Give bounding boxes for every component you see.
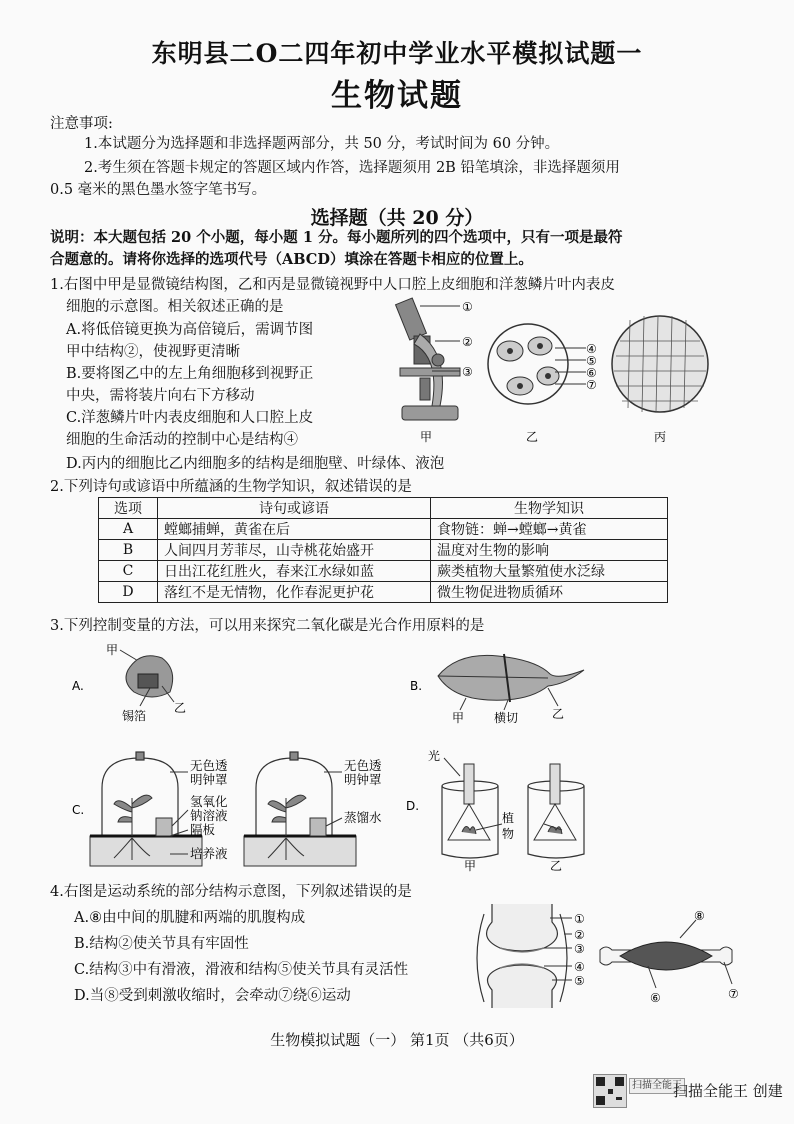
microscope-label-3: ③ (462, 365, 473, 379)
water-label: 蒸馏水 (344, 810, 382, 825)
notice-item-1: 1.本试题分为选择题和非选择题两部分，共 50 分，考试时间为 60 分钟。 (84, 136, 560, 152)
figure-label-yi: 乙 (526, 430, 539, 444)
bell-jar-label-2a: 无色透 (344, 758, 382, 773)
notice-heading: 注意事项: (50, 116, 113, 132)
q3-option-b-figure (408, 640, 598, 725)
cell-label-7: ⑦ (586, 378, 597, 392)
bone-label-7: ⑦ (728, 987, 739, 1001)
naoh-container (156, 818, 172, 836)
water-container (310, 818, 326, 836)
bell-jar-label-1b: 明钟罩 (190, 772, 228, 787)
table-cell: 微生物促进物质循环 (431, 582, 668, 603)
qr-code-icon (593, 1074, 627, 1108)
table-cell: 食物链：蝉→螳螂→黄雀 (431, 519, 668, 540)
scanner-watermark (593, 1074, 783, 1106)
microscope-illustration (396, 298, 460, 420)
table-cell: 蕨类植物大量繁殖使水泛绿 (431, 561, 668, 582)
q3-option-c-figure (70, 748, 400, 876)
bell-jar-label-2b: 明钟罩 (344, 772, 382, 787)
joint-label-3: ③ (574, 942, 585, 956)
q2-stem: 2.下列诗句或谚语中所蕴涵的生物学知识，叙述错误的是 (50, 479, 412, 495)
cell-label-6: ⑥ (586, 366, 597, 380)
table-row (99, 519, 668, 540)
q3-option-d-figure (404, 744, 614, 874)
cut-label: 横切 (494, 711, 519, 725)
q4-figure (470, 904, 760, 1014)
q3-option-a-figure (70, 640, 220, 725)
q3-stem: 3.下列控制变量的方法，可以用来探究二氧化碳是光合作用原料的是 (50, 618, 485, 634)
q1-option-a-1: A.将低倍镜更换为高倍镜后，需调节图 (66, 322, 314, 338)
naoh-label-2: 钠溶液 (190, 808, 228, 823)
q2-table (98, 497, 668, 603)
q1-option-b-1: B.要将图乙中的左上角细胞移到视野正 (66, 366, 314, 382)
q4-stem: 4.右图是运动系统的部分结构示意图，下列叙述错误的是 (50, 884, 412, 900)
q1-figure (380, 296, 720, 446)
figure-label-jia: 甲 (420, 430, 433, 444)
leaf-label-yi: 乙 (174, 701, 187, 715)
q4-option-a: A.⑧由中间的肌腱和两端的肌腹构成 (74, 910, 306, 926)
q1-stem-1: 1.右图中甲是显微镜结构图，乙和丙是显微镜视野中人口腔上皮细胞和洋葱鳞片叶内表皮 (50, 277, 615, 293)
muscle-label-8: ⑧ (694, 909, 705, 923)
notice-item-2a: 2.考生须在答题卡规定的答题区域内作答，选择题须用 2B 铅笔填涂，非选择题须用 (84, 160, 620, 176)
table-cell: 温度对生物的影响 (431, 540, 668, 561)
table-cell: 日出江花红胜火，春来江水绿如蓝 (158, 561, 431, 582)
q1-option-c-2: 细胞的生命活动的控制中心是结构④ (66, 432, 298, 448)
beaker-label-yi: 乙 (550, 859, 563, 873)
q1-option-a-2: 甲中结构②，使视野更清晰 (66, 344, 240, 360)
field-of-view-bing (612, 316, 708, 412)
q1-stem-2: 细胞的示意图。相关叙述正确的是 (66, 299, 284, 315)
foil-label: 锡箔 (122, 709, 147, 723)
bell-jar-label-1a: 无色透 (190, 758, 228, 773)
column-header-knowledge: 生物学知识 (431, 498, 668, 519)
table-row (99, 540, 668, 561)
muscle-bone-illustration (600, 942, 732, 970)
table-header-row (99, 498, 668, 519)
joint-label-2: ② (574, 928, 585, 942)
table-row (99, 582, 668, 603)
plant-label-2: 物 (502, 827, 515, 841)
naoh-label-1: 氢氧化 (190, 794, 228, 809)
q1-option-c-1: C.洋葱鳞片叶内表皮细胞和人口腔上皮 (66, 410, 314, 426)
leaf-label-jia: 甲 (106, 643, 119, 657)
medium-label: 培养液 (190, 846, 228, 861)
column-header-poem: 诗句或谚语 (158, 498, 431, 519)
plant-left (462, 826, 476, 834)
notice-item-2b: 0.5 毫米的黑色墨水签字笔书写。 (50, 182, 267, 198)
light-label: 光 (428, 749, 441, 763)
subject-title: 生物试题 (331, 78, 463, 114)
table-cell: 落红不是无情物，化作春泥更护花 (158, 582, 431, 603)
plant-right (268, 795, 306, 836)
exam-title: 东明县二O二四年初中学业水平模拟试题一 (151, 39, 643, 68)
leaf-label-jia: 甲 (452, 711, 465, 725)
joint-label-4: ④ (574, 960, 585, 974)
option-label-b: B. (410, 679, 423, 693)
funnel-right (534, 804, 576, 840)
joint-illustration (477, 904, 567, 1008)
muscle-label-6: ⑥ (650, 991, 661, 1005)
table-cell: 螳螂捕蝉，黄雀在后 (158, 519, 431, 540)
plant-left (114, 795, 152, 836)
joint-label-5: ⑤ (574, 974, 585, 988)
funnel-left (448, 804, 490, 840)
microscope-label-1: ① (462, 300, 473, 314)
table-cell: D (99, 582, 158, 603)
cell-label-5: ⑤ (586, 354, 597, 368)
plant-label-1: 植 (502, 811, 515, 825)
column-header-option: 选项 (99, 498, 158, 519)
microscope-label-2: ② (462, 335, 473, 349)
table-cell: C (99, 561, 158, 582)
option-label-a: A. (72, 679, 84, 693)
q1-option-b-2: 中央，需将装片向右下方移动 (66, 388, 255, 404)
option-label-c: C. (72, 803, 85, 817)
scanner-logo: 扫描全能王 (629, 1078, 685, 1094)
section-desc-2: 合题意的。请将你选择的选项代号（ABCD）填涂在答题卡相应的位置上。 (50, 251, 533, 268)
page-footer: 生物模拟试题（一） 第1页 （共6页） (270, 1031, 524, 1049)
plate-label: 隔板 (190, 822, 216, 837)
table-row (99, 561, 668, 582)
beaker-label-jia: 甲 (464, 859, 477, 873)
table-cell: A (99, 519, 158, 540)
figure-label-bing: 丙 (654, 430, 667, 444)
q4-option-c: C.结构③中有滑液，滑液和结构⑤使关节具有灵活性 (74, 962, 409, 978)
section-desc-1: 说明：本大题包括 20 个小题，每小题 1 分。每小题所列的四个选项中，只有一项是最符 (50, 229, 623, 246)
q1-option-d: D.丙内的细胞比乙内细胞多的结构是细胞壁、叶绿体、液泡 (66, 456, 445, 472)
option-label-d: D. (406, 799, 420, 813)
section-title: 选择题（共 20 分） (310, 207, 484, 229)
cell-label-4: ④ (586, 342, 597, 356)
scanner-text: 扫描全能王 创建 (673, 1082, 783, 1100)
joint-label-1: ① (574, 912, 585, 926)
table-cell: B (99, 540, 158, 561)
table-cell: 人间四月芳菲尽，山寺桃花始盛开 (158, 540, 431, 561)
q4-option-b: B.结构②使关节具有牢固性 (74, 936, 249, 952)
leaf-label-yi: 乙 (552, 707, 565, 721)
q4-option-d: D.当⑧受到刺激收缩时，会牵动⑦绕⑥运动 (74, 988, 351, 1004)
